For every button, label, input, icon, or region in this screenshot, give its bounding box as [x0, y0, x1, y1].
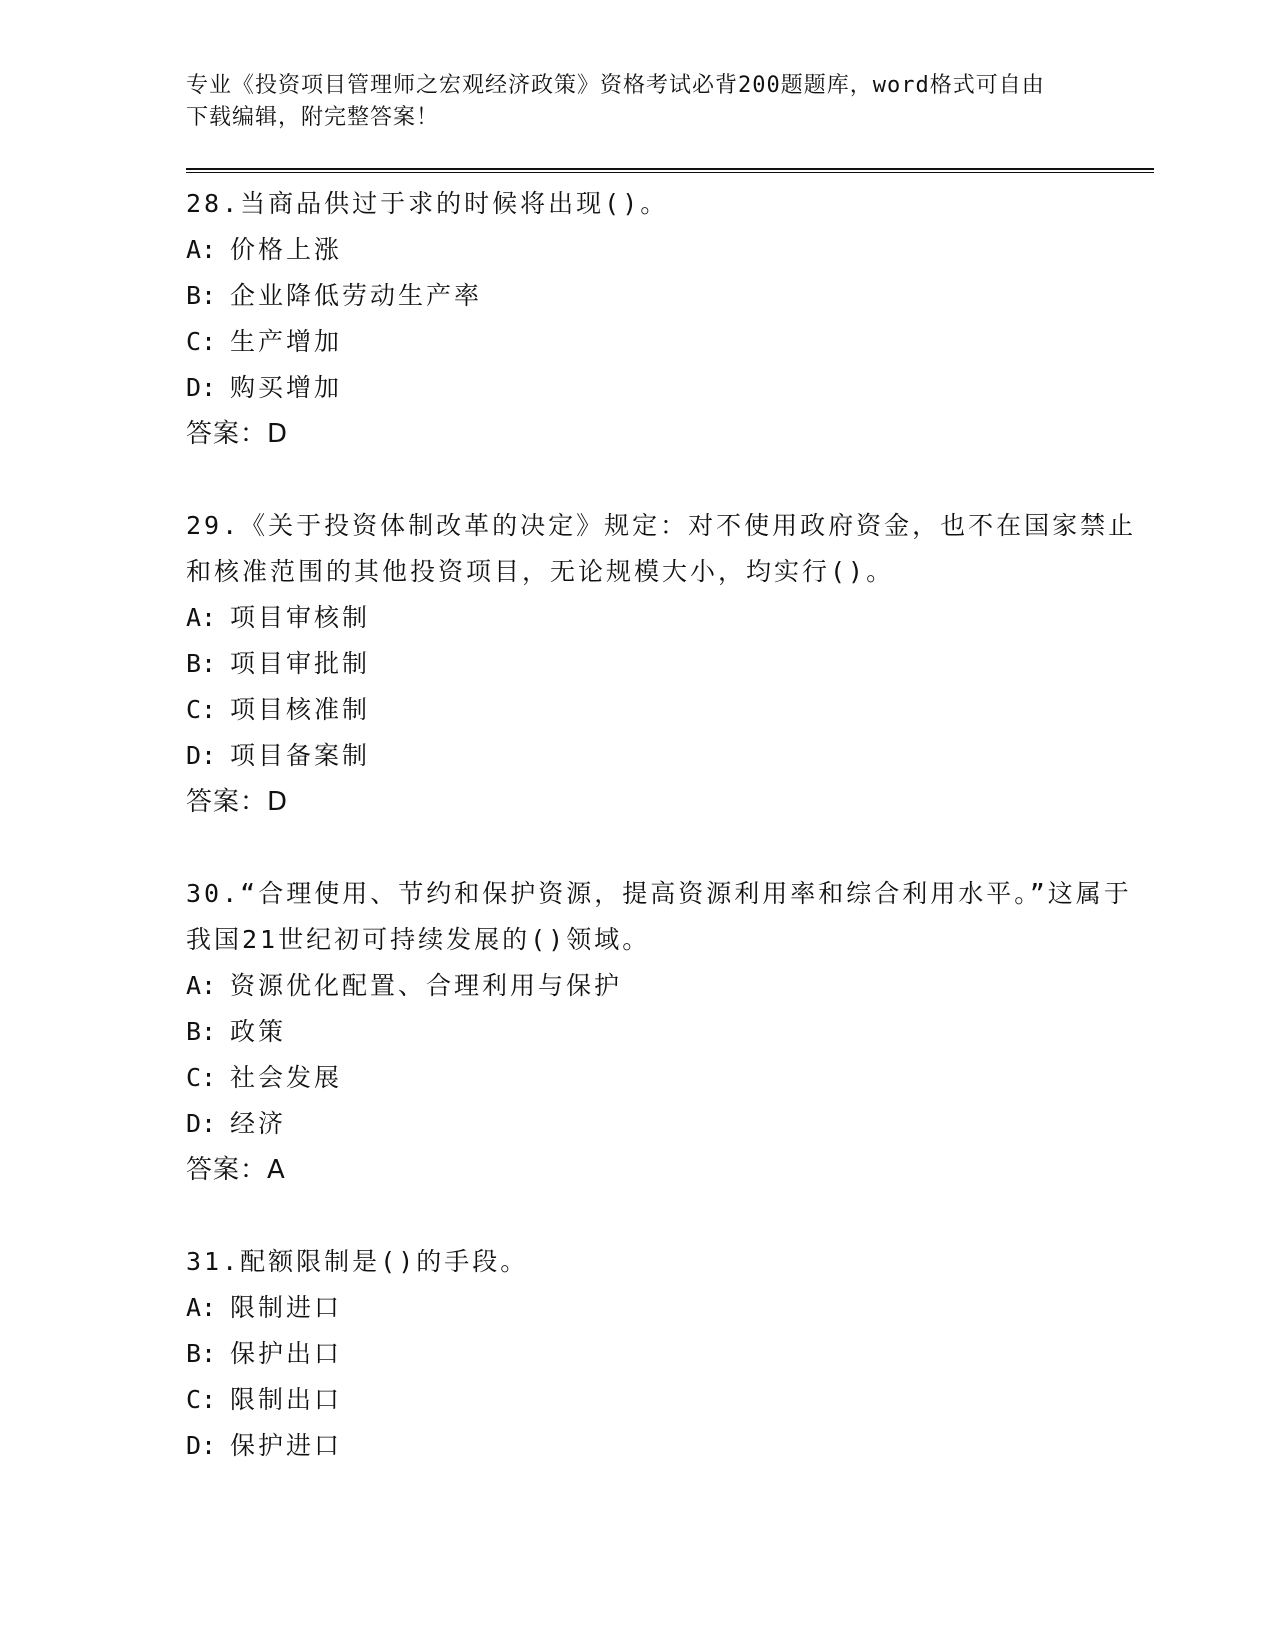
option-letter: D:: [186, 1109, 217, 1138]
option-a: [186, 595, 1156, 641]
option-text: 经济: [230, 1109, 287, 1138]
question-stem: 30.“合理使用、节约和保护资源，提高资源利用率和综合利用水平。”这属于我国21世纪初可持续发展的()领域。: [186, 879, 1132, 954]
option-d: [186, 365, 1156, 411]
question-31: [186, 1239, 1156, 1469]
option-b: [186, 1009, 1156, 1055]
option-text: 价格上涨: [230, 235, 343, 264]
option-text: 资源优化配置、合理利用与保护: [230, 971, 623, 1000]
option-d: [186, 1101, 1156, 1147]
option-c: [186, 1055, 1156, 1101]
question-stem: 31.配额限制是()的手段。: [186, 1247, 529, 1276]
option-text: 项目审核制: [230, 603, 371, 632]
option-text: 企业降低劳动生产率: [230, 281, 483, 310]
question-list: [186, 181, 1156, 1469]
option-text: 政策: [230, 1017, 287, 1046]
option-text: 生产增加: [230, 327, 343, 356]
option-text: 限制出口: [230, 1385, 343, 1414]
option-text: 保护进口: [230, 1431, 343, 1460]
option-text: 社会发展: [230, 1063, 343, 1092]
option-letter: B:: [186, 1017, 217, 1046]
option-letter: B:: [186, 281, 217, 310]
option-text: 项目审批制: [230, 649, 371, 678]
option-text: 购买增加: [230, 373, 343, 402]
question-30: [186, 871, 1156, 1193]
option-b: [186, 641, 1156, 687]
option-a: [186, 963, 1156, 1009]
option-letter: A:: [186, 235, 217, 264]
option-c: [186, 1377, 1156, 1423]
answer-line: 答案：A: [186, 1155, 286, 1185]
option-letter: D:: [186, 741, 217, 770]
option-letter: D:: [186, 373, 217, 402]
answer-line: 答案：D: [186, 419, 289, 449]
option-letter: A:: [186, 1293, 217, 1322]
option-letter: C:: [186, 327, 217, 356]
document-header: 专业《投资项目管理师之宏观经济政策》资格考试必背200题题库，word格式可自由下载编辑，附完整答案！: [186, 73, 1045, 130]
option-b: [186, 273, 1156, 319]
option-d: [186, 1423, 1156, 1469]
option-letter: D:: [186, 1431, 217, 1460]
document-page: [186, 70, 1156, 1515]
option-letter: A:: [186, 603, 217, 632]
option-text: 项目核准制: [230, 695, 371, 724]
option-a: [186, 1285, 1156, 1331]
option-c: [186, 687, 1156, 733]
option-text: 项目备案制: [230, 741, 371, 770]
option-letter: B:: [186, 1339, 217, 1368]
option-letter: C:: [186, 695, 217, 724]
question-29: [186, 503, 1156, 825]
option-letter: C:: [186, 1063, 217, 1092]
option-a: [186, 227, 1156, 273]
option-letter: A:: [186, 971, 217, 1000]
option-d: [186, 733, 1156, 779]
option-letter: B:: [186, 649, 217, 678]
question-stem: 29.《关于投资体制改革的决定》规定：对不使用政府资金，也不在国家禁止和核准范围的其他投资项目，无论规模大小，均实行()。: [186, 511, 1137, 586]
option-letter: C:: [186, 1385, 217, 1414]
option-c: [186, 319, 1156, 365]
header-divider: [186, 168, 1154, 173]
question-stem: 28.当商品供过于求的时候将出现()。: [186, 189, 669, 218]
answer-line: 答案：D: [186, 787, 289, 817]
option-text: 限制进口: [230, 1293, 343, 1322]
option-b: [186, 1331, 1156, 1377]
question-28: [186, 181, 1156, 457]
option-text: 保护出口: [230, 1339, 343, 1368]
